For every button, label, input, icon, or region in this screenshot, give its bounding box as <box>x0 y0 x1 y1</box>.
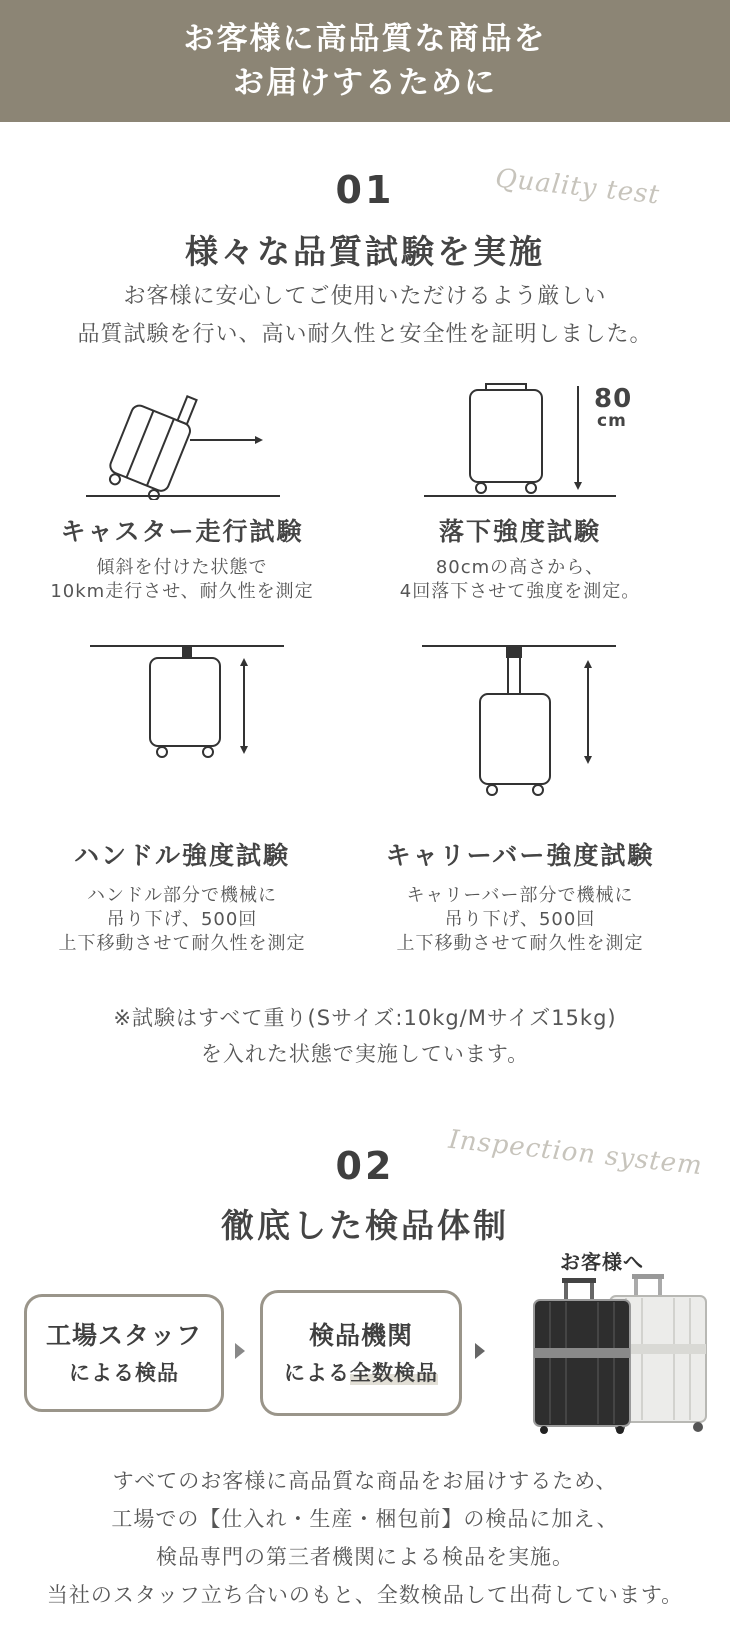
weight-note-line-1: ※試験はすべて重り(Sサイズ:10kg/Mサイズ15kg) <box>113 1006 617 1030</box>
closing-line-3: 検品専門の第三者機関による検品を実施。 <box>156 1545 574 1569</box>
black-suitcase <box>534 1278 630 1434</box>
test-desc-carrybar-line-2: 吊り下げ、500回 <box>444 909 596 930</box>
handle-test-illustration <box>88 640 288 770</box>
section-1-lead <box>0 278 730 354</box>
test-title-carrybar: キャリーバー強度試験 <box>385 841 655 870</box>
test-desc-drop-line-2: 4回落下させて強度を測定。 <box>399 581 641 602</box>
lead-line-2: 品質試験を行い、高い耐久性と安全性を証明しました。 <box>77 322 653 347</box>
destination-label: お客様へ <box>560 1250 644 1274</box>
section-2-title: 徹底した検品体制 <box>221 1206 509 1245</box>
test-title-drop: 落下強度試験 <box>438 517 601 546</box>
test-desc-caster-line-2: 10km走行させ、耐久性を測定 <box>50 581 314 602</box>
flow-step-factory <box>24 1294 224 1412</box>
test-desc-carrybar <box>370 884 670 956</box>
flow-step-agency-highlight: 全数検品 <box>350 1361 438 1385</box>
weight-note-line-2: を入れた状態で実施しています。 <box>200 1042 530 1066</box>
flow-step-agency <box>260 1290 462 1416</box>
flow-arrow-1-icon <box>234 1342 246 1360</box>
lead-line-1: お客様に安心してご使用いただけるよう厳しい <box>123 284 607 309</box>
closing-line-4: 当社のスタッフ立ち合いのもと、全数検品して出荷しています。 <box>46 1583 684 1607</box>
drop-height-unit: cm <box>597 411 627 431</box>
test-desc-carrybar-line-3: 上下移動させて耐久性を測定 <box>396 933 644 954</box>
closing-line-2: 工場での【仕入れ・生産・梱包前】の検品に加え、 <box>111 1507 619 1531</box>
section-2-script-label: Inspection system <box>447 1124 705 1182</box>
flow-arrow-2-icon <box>474 1342 486 1360</box>
suitcase-product-image <box>530 1274 720 1434</box>
test-desc-caster <box>20 556 344 604</box>
test-desc-handle-line-1: ハンドル部分で機械に <box>87 885 277 906</box>
test-title-handle: ハンドル強度試験 <box>73 841 290 870</box>
test-desc-caster-line-1: 傾斜を付けた状態で <box>96 557 268 578</box>
section-1-title: 様々な品質試験を実施 <box>185 232 545 271</box>
closing-line-1: すべてのお客様に高品質な商品をお届けするため、 <box>112 1469 618 1493</box>
flow-step-factory-line-1: 工場スタッフ <box>45 1321 202 1350</box>
header-line-1: お客様に高品質な商品を <box>183 21 547 57</box>
drop-height-value: 80 <box>594 384 633 414</box>
test-desc-drop <box>360 556 680 604</box>
test-title-caster: キャスター走行試験 <box>60 517 304 546</box>
closing-text <box>0 1462 730 1614</box>
header-line-2: お届けするために <box>233 65 497 101</box>
section-1-script-label: Quality test <box>493 163 662 211</box>
weight-note <box>0 1000 730 1072</box>
test-desc-carrybar-line-1: キャリーバー部分で機械に <box>406 885 634 906</box>
flow-step-agency-line-1: 検品機関 <box>308 1321 413 1350</box>
section-2-number: 02 <box>335 1144 395 1188</box>
carrybar-test-illustration <box>420 640 620 800</box>
test-desc-handle <box>32 884 332 956</box>
test-desc-handle-line-3: 上下移動させて耐久性を測定 <box>58 933 306 954</box>
flow-step-agency-line-2-pre: による <box>284 1361 350 1385</box>
caster-test-illustration <box>80 384 290 500</box>
flow-step-agency-line-2 <box>284 1356 438 1390</box>
test-desc-handle-line-2: 吊り下げ、500回 <box>106 909 258 930</box>
header-banner <box>0 0 730 122</box>
flow-step-factory-line-2: による検品 <box>69 1361 179 1385</box>
drop-test-illustration <box>420 382 620 498</box>
test-desc-drop-line-1: 80cmの高さから、 <box>435 557 605 578</box>
section-1-number: 01 <box>335 168 395 212</box>
